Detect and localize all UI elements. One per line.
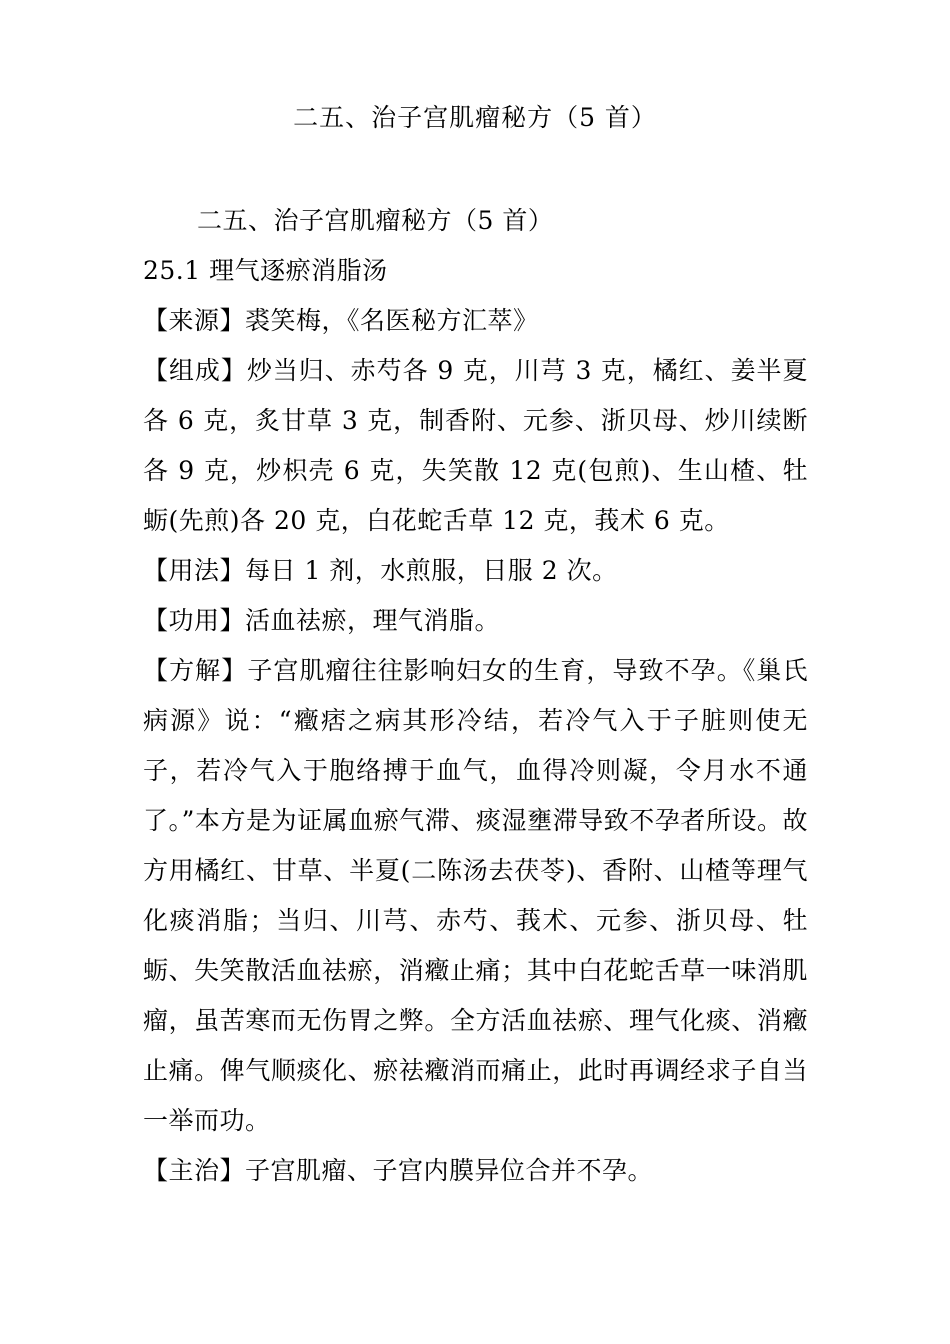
section-heading: 二五、治子宫肌瘤秘方（5 首） <box>197 206 554 235</box>
indication-paragraph: 【主治】子宫肌瘤、子宫内膜异位合并不孕。 <box>143 1156 654 1185</box>
document-title: 二五、治子宫肌瘤秘方（5 首） <box>293 103 657 132</box>
effect-paragraph: 【功用】活血祛瘀，理气消脂。 <box>143 606 501 635</box>
document-body <box>143 196 808 1196</box>
usage-paragraph: 【用法】每日 1 剂，水煎服，日服 2 次。 <box>143 556 618 585</box>
recipe-title: 25.1 理气逐瘀消脂汤 <box>143 256 388 285</box>
source-paragraph: 【来源】裘笑梅，《名医秘方汇萃》 <box>143 306 539 335</box>
composition-paragraph: 【组成】炒当归、赤芍各 9 克，川芎 3 克，橘红、姜半夏各 6 克，炙甘草 3 克，制香附、元参、浙贝母、炒川续断各 9 克，炒枳壳 6 克，失笑散 12 克(包煎)、生山楂、牡蛎(先煎)各 20 克，白花蛇舌草 12 克，莪术 6 克。 <box>143 356 808 535</box>
explanation-paragraph: 【方解】子宫肌瘤往往影响妇女的生育，导致不孕。《巢氏病源》说：“癥痞之病其形冷结，若冷气入于子脏则使无子，若冷气入于胞络搏于血气，血得冷则凝，令月水不通了。”本方是为证属血瘀气滞、痰湿壅滞导致不孕者所设。故方用橘红、甘草、半夏(二陈汤去茯苓)、香附、山楂等理气化痰消脂；当归、川芎、赤芍、莪术、元参、浙贝母、牡蛎、失笑散活血祛瘀，消癥止痛；其中白花蛇舌草一味消肌瘤，虽苦寒而无伤胃之弊。全方活血祛瘀、理气化痰、消癥止痛。俾气顺痰化、瘀祛癥消而痛止，此时再调经求子自当一举而功。 <box>143 656 808 1135</box>
